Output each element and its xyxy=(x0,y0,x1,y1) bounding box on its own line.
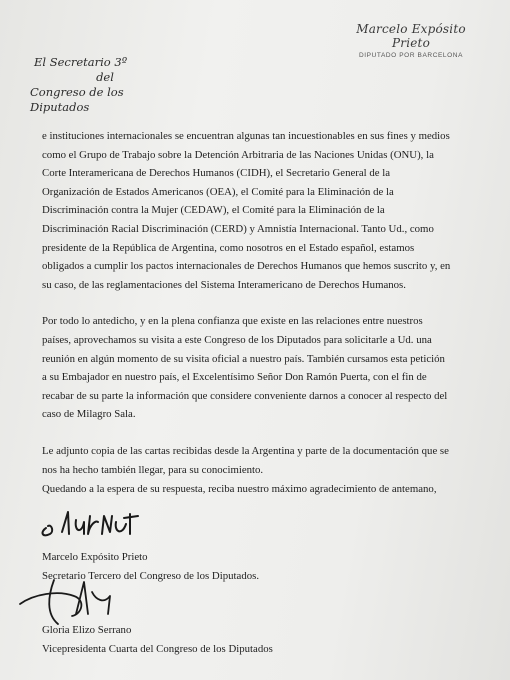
paragraph-3 xyxy=(42,442,492,479)
body-line: e instituciones internacionales se encuentran algunas tan incuestionables en sus fines y medios xyxy=(42,130,450,142)
sender-role: DIPUTADO POR BARCELONA xyxy=(358,52,464,59)
body-line: Discriminación contra la Mujer (CEDAW), el Comité para la Eliminación de la xyxy=(42,204,385,217)
paragraph-2 xyxy=(42,312,492,424)
signatory-2-title: Vicepresidenta Cuarta del Congreso de los Diputados xyxy=(42,643,273,655)
body-line: su caso, de las reglamentaciones del Sistema Interamericano de Derechos Humanos. xyxy=(42,278,406,291)
signatory-1-name: Marcelo Expósito Prieto xyxy=(42,551,148,563)
body-line: Organización de Estados Americanos (OEA), el Comité para la Eliminación de la xyxy=(42,185,394,198)
sender-block xyxy=(336,22,486,59)
body-line: Por todo lo antedicho, y en la plena confianza que existe en las relaciones entre nuestros xyxy=(42,315,423,328)
letterhead-line-3: Congreso de los Diputados xyxy=(30,85,124,114)
signature-1 xyxy=(38,502,178,542)
body-line: caso de Milagro Sala. xyxy=(42,408,136,421)
letterhead xyxy=(30,55,180,115)
letterhead-line-2: del xyxy=(96,70,114,84)
body-line: Le adjunto copia de las cartas recibidas desde la Argentina y parte de la documentación que se xyxy=(42,444,449,457)
sender-name: Marcelo Expósito Prieto xyxy=(356,22,466,50)
body-line: obligados a cumplir los pactos internacionales de Derechos Humanos que hemos suscrito y, en xyxy=(42,260,451,273)
body-line: recabar de su parte la información que considere conveniente darnos a conocer al respecto del xyxy=(42,389,448,402)
body-line: nos ha hecho también llegar, para su conocimiento. xyxy=(42,463,264,476)
letterhead-line-1: El Secretario 3º xyxy=(34,55,128,69)
body-line: como el Grupo de Trabajo sobre la Detención Arbitraria de las Naciones Unidas (ONU), la xyxy=(42,148,434,161)
signatory-2-name: Gloria Elizo Serrano xyxy=(42,624,132,636)
paragraph-1 xyxy=(42,127,492,294)
body-line: Discriminación Racial Discriminación (CERD) y Amnistía Internacional. Tanto Ud., como xyxy=(42,222,434,235)
closing-line: Quedando a la espera de su respuesta, reciba nuestro máximo agradecimiento de antemano, xyxy=(42,483,437,495)
signature-2 xyxy=(14,574,134,630)
letter-body xyxy=(42,127,492,479)
body-line: reunión en algún momento de su visita oficial a nuestro país. También cursamos esta petición xyxy=(42,352,445,365)
body-line: países, aprovechamos su visita a este Congreso de los Diputados para solicitarle a Ud. una xyxy=(42,333,432,346)
signatory-1-title: Secretario Tercero del Congreso de los Diputados. xyxy=(42,570,260,582)
body-line: presidente de la República de Argentina, como nosotros en el Estado español, estamos xyxy=(42,241,415,254)
body-line: a su Embajador en nuestro país, el Excelentísimo Señor Don Ramón Puerta, con el fin de xyxy=(42,371,427,384)
body-line: Corte Interamericana de Derechos Humanos (CIDH), el Secretario General de la xyxy=(42,167,391,180)
